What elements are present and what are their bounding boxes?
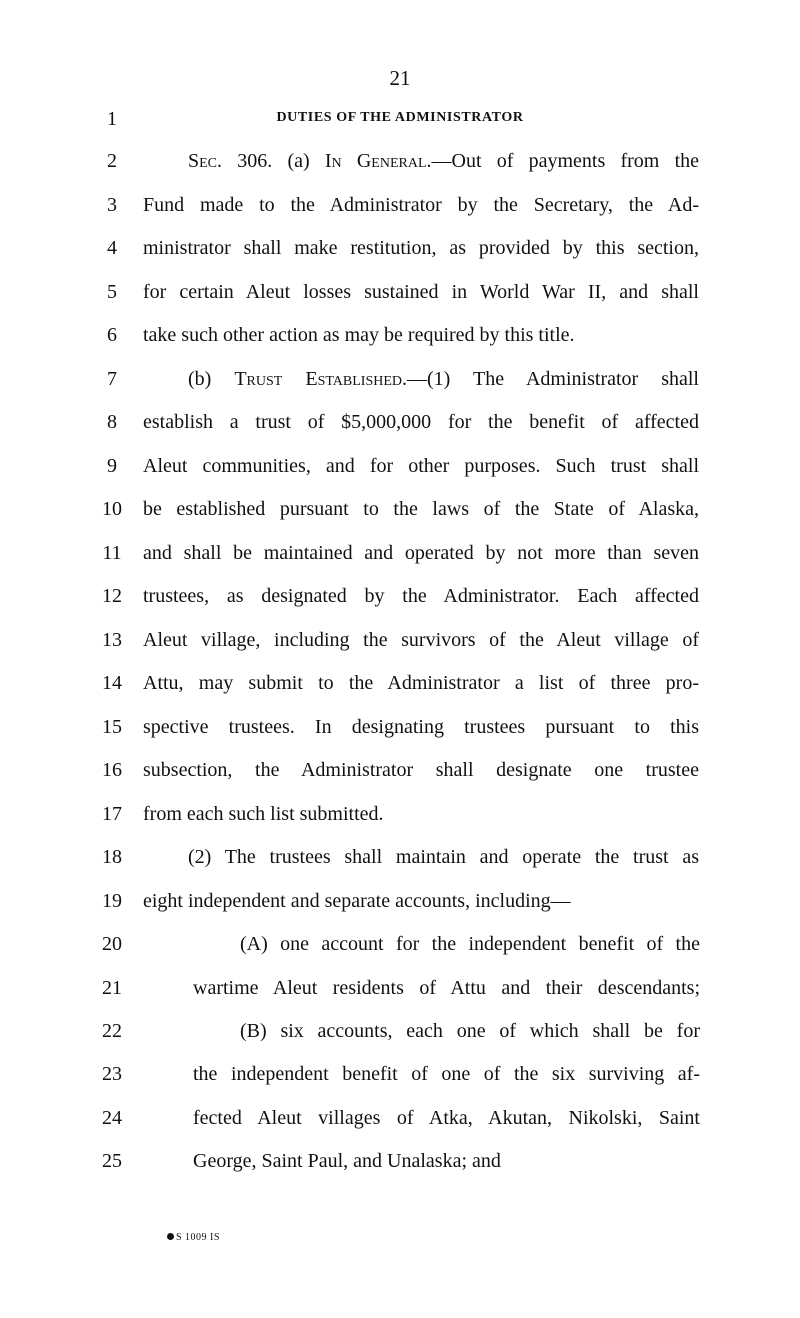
text-line [0, 450, 800, 482]
sec-number: 306. (a) [222, 150, 325, 172]
line-number: 24 [102, 1107, 122, 1129]
line-number: 12 [102, 585, 122, 607]
text-line [0, 754, 800, 786]
line-number: 10 [102, 498, 122, 520]
bullet-icon [167, 1233, 174, 1240]
text-line [0, 580, 800, 612]
line-number: 23 [102, 1063, 122, 1085]
line-text: Attu, may submit to the Administrator a list of three pro- [143, 672, 699, 694]
line-text [188, 145, 699, 177]
text-line [0, 276, 800, 308]
subsection-heading: Trust Established. [234, 368, 408, 390]
text-line [0, 841, 800, 873]
line-number: 2 [107, 150, 117, 172]
line-text-rest: —(1) The Administrator shall [407, 368, 699, 390]
line-number: 11 [102, 542, 122, 564]
text-line [0, 232, 800, 264]
line-number: 20 [102, 933, 122, 955]
text-line [0, 798, 800, 830]
line-text: for certain Aleut losses sustained in World War II, and shall [143, 281, 699, 303]
bill-number: S 1009 IS [176, 1232, 220, 1243]
text-line [0, 406, 800, 438]
line-text: take such other action as may be required by this title. [143, 324, 575, 346]
line-number: 5 [107, 281, 117, 303]
line-text: establish a trust of $5,000,000 for the benefit of affected [143, 411, 699, 433]
line-number: 3 [107, 194, 117, 216]
text-line [0, 928, 800, 960]
line-number: 8 [107, 411, 117, 433]
line-number: 4 [107, 237, 117, 259]
text-line [0, 319, 800, 351]
line-number: 9 [107, 455, 117, 477]
line-text: the independent benefit of one of the six surviving af- [193, 1063, 700, 1085]
line-text: Fund made to the Administrator by the Secretary, the Ad- [143, 194, 699, 216]
line-text: from each such list submitted. [143, 803, 384, 825]
line-number: 19 [102, 890, 122, 912]
text-line [0, 145, 800, 177]
text-line [0, 493, 800, 525]
text-line [0, 624, 800, 656]
subsection-heading: In General. [324, 150, 432, 172]
line-text: Aleut communities, and for other purposes. Such trust shall [143, 455, 699, 477]
line-text: subsection, the Administrator shall designate one trustee [143, 759, 699, 781]
text-line [0, 103, 800, 135]
text-line [0, 189, 800, 221]
text-line [0, 1015, 800, 1047]
text-line [0, 363, 800, 395]
text-line [0, 711, 800, 743]
line-text: George, Saint Paul, and Unalaska; and [193, 1150, 501, 1172]
line-text: Aleut village, including the survivors of the Aleut village of [143, 629, 699, 651]
line-number: 17 [102, 803, 122, 825]
line-number: 13 [102, 629, 122, 651]
line-number: 16 [102, 759, 122, 781]
line-text: (A) one account for the independent benefit of the [240, 933, 700, 955]
line-number: 15 [102, 716, 122, 738]
line-number: 14 [102, 672, 122, 694]
line-number: 1 [107, 108, 117, 130]
line-number: 6 [107, 324, 117, 346]
page-number: 21 [389, 66, 411, 90]
line-text: trustees, as designated by the Administrator. Each affected [143, 585, 699, 607]
text-line [0, 1102, 800, 1134]
text-line [0, 537, 800, 569]
line-number: 21 [102, 977, 122, 999]
line-text: eight independent and separate accounts, including— [143, 890, 571, 912]
line-text [188, 363, 699, 395]
line-text: spective trustees. In designating trustees pursuant to this [143, 716, 699, 738]
line-text: fected Aleut villages of Atka, Akutan, Nikolski, Saint [193, 1107, 700, 1129]
line-text: ministrator shall make restitution, as provided by this section, [143, 237, 699, 259]
line-number: 18 [102, 846, 122, 868]
text-line [0, 885, 800, 917]
section-heading: DUTIES OF THE ADMINISTRATOR [276, 110, 524, 125]
line-number: 25 [102, 1150, 122, 1172]
paragraph-label: (b) [188, 368, 235, 390]
line-text: (B) six accounts, each one of which shall be for [240, 1020, 700, 1042]
line-text-rest: —Out of payments from the [431, 150, 699, 172]
text-line [0, 1145, 800, 1177]
line-text: (2) The trustees shall maintain and operate the trust as [188, 846, 699, 868]
sec-label: Sec. [188, 150, 223, 172]
text-line [0, 972, 800, 1004]
line-number: 7 [107, 368, 117, 390]
line-text: and shall be maintained and operated by not more than seven [143, 542, 699, 564]
line-number: 22 [102, 1020, 122, 1042]
bill-identifier [167, 1232, 220, 1243]
text-line [0, 667, 800, 699]
text-line [0, 1058, 800, 1090]
line-text: be established pursuant to the laws of the State of Alaska, [143, 498, 699, 520]
line-text: wartime Aleut residents of Attu and their descendants; [193, 977, 700, 999]
